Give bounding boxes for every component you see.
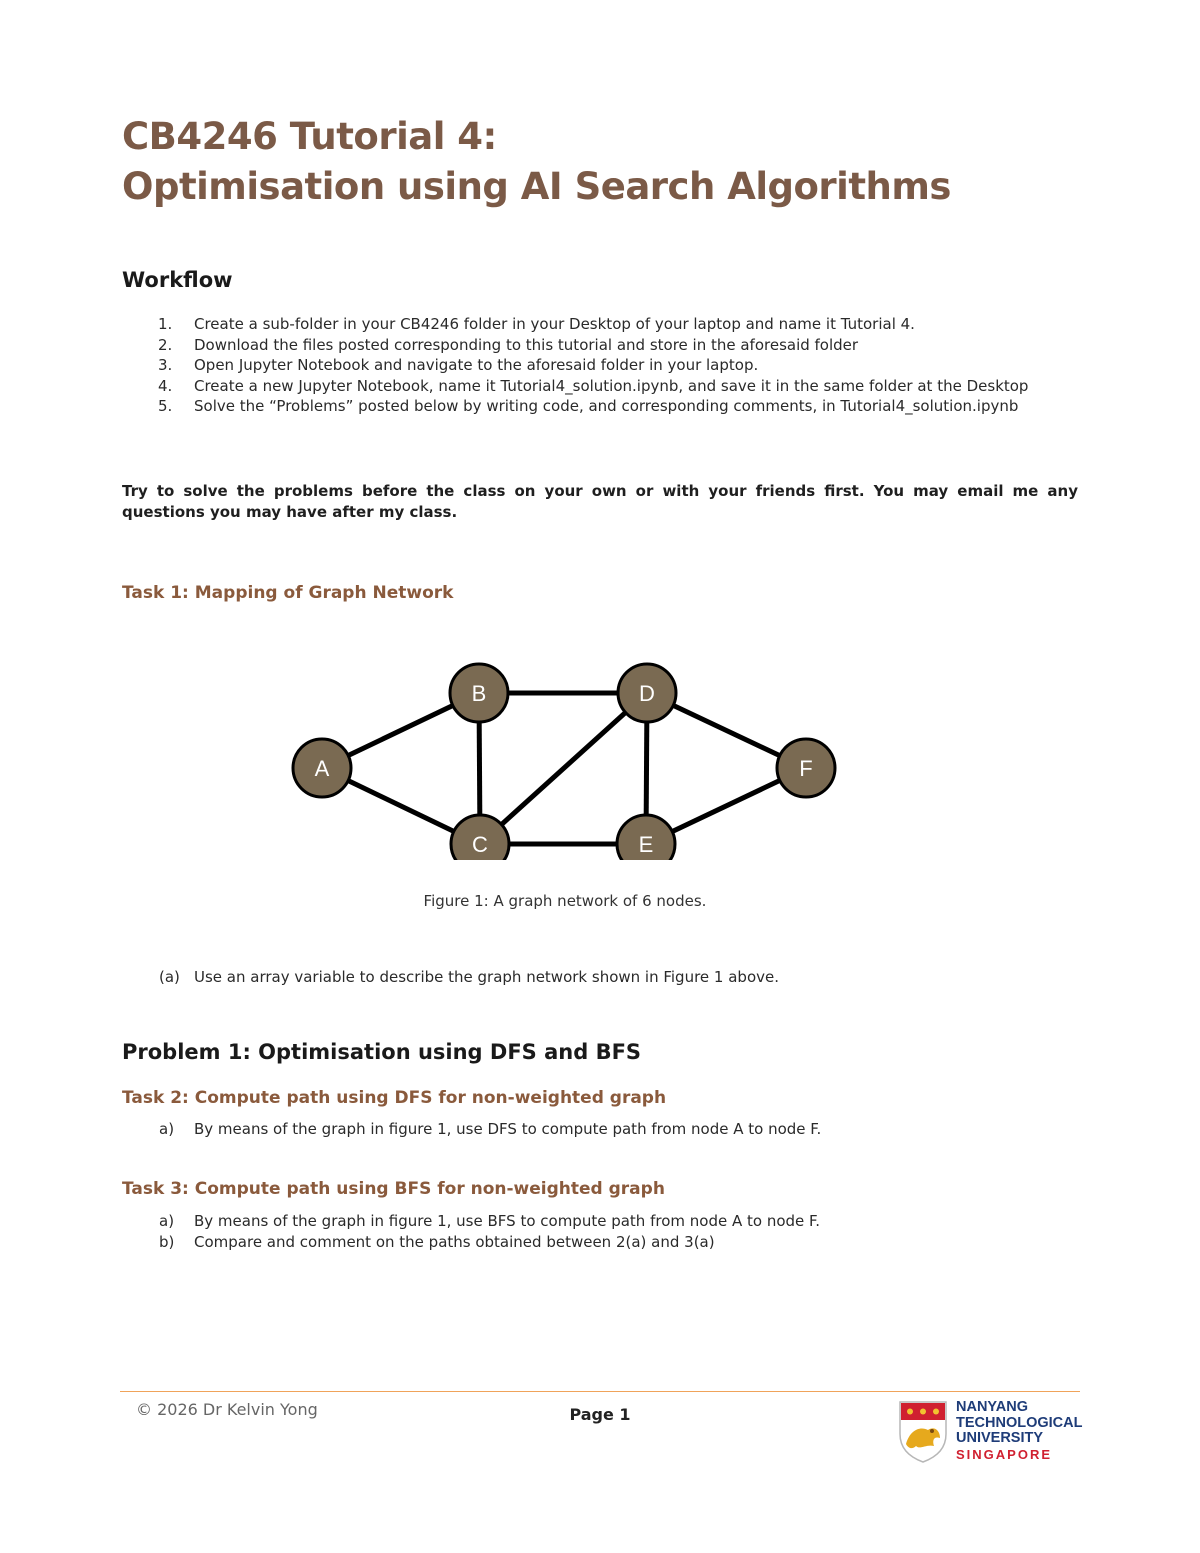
graph-node-label-A: A — [314, 756, 330, 781]
list-number: 1. — [158, 315, 173, 333]
graph-network-diagram — [280, 655, 850, 860]
graph-node-label-E: E — [638, 832, 654, 857]
graph-node-label-D: D — [639, 681, 655, 706]
workflow-list — [122, 314, 1078, 417]
task-2-heading: Task 2: Compute path using DFS for non-weighted graph — [122, 1088, 667, 1108]
graph-node-label-C: C — [472, 832, 488, 857]
logo-wordmark — [956, 1400, 1082, 1462]
document-title — [122, 112, 1082, 212]
task-1-heading: Task 1: Mapping of Graph Network — [122, 583, 454, 603]
list-item — [122, 314, 1078, 335]
crest-icon — [898, 1400, 948, 1464]
list-text: Create a new Jupyter Notebook, name it Tutorial4_solution.ipynb, and save it in the same folder at the Desktop — [194, 376, 1029, 395]
list-text: Create a sub-folder in your CB4246 folder in your Desktop of your laptop and name it Tutorial 4. — [194, 315, 915, 333]
list-number: 2. — [158, 335, 173, 354]
item-marker: a) — [159, 1120, 175, 1138]
footer-divider — [120, 1391, 1080, 1392]
list-item — [122, 396, 1078, 417]
logo-line: TECHNOLOGICAL — [956, 1414, 1083, 1431]
title-line-2: Optimisation using AI Search Algorithms — [122, 165, 951, 208]
logo-line: SINGAPORE — [956, 1446, 1053, 1462]
graph-edge-C-D — [480, 693, 647, 844]
item-text: By means of the graph in figure 1, use BFS to compute path from node A to node F. — [194, 1212, 821, 1230]
problem-1-heading: Problem 1: Optimisation using DFS and BFS — [122, 1040, 642, 1064]
list-item — [122, 355, 1078, 376]
graph-figure — [280, 655, 850, 860]
graph-node-label-B: B — [471, 681, 487, 706]
list-text: Open Jupyter Notebook and navigate to the aforesaid folder in your laptop. — [194, 356, 759, 374]
item-text: By means of the graph in figure 1, use DFS to compute path from node A to node F. — [194, 1120, 822, 1138]
list-text: Solve the “Problems” posted below by writing code, and corresponding comments, in Tutorial4_solution.ipynb — [194, 397, 1019, 415]
list-item — [122, 335, 1078, 356]
figure-caption: Figure 1: A graph network of 6 nodes. — [423, 892, 707, 910]
title-line-1: CB4246 Tutorial 4: — [122, 115, 497, 158]
item-text: Compare and comment on the paths obtained between 2(a) and 3(a) — [194, 1233, 715, 1251]
copyright-text: © 2026 Dr Kelvin Yong — [136, 1400, 318, 1419]
graph-node-label-F: F — [799, 756, 813, 781]
item-marker: b) — [159, 1233, 175, 1251]
list-item — [122, 376, 1078, 397]
list-number: 3. — [158, 356, 173, 374]
logo-line: UNIVERSITY — [956, 1430, 1044, 1446]
instruction-note: Try to solve the problems before the class on your own or with your friends first. You may email me any questions you may have after my class. — [122, 482, 1078, 521]
workflow-heading: Workflow — [122, 268, 233, 292]
university-logo — [898, 1399, 1083, 1464]
list-text: Download the files posted corresponding to this tutorial and store in the aforesaid folder — [194, 335, 859, 354]
item-text: Use an array variable to describe the graph network shown in Figure 1 above. — [194, 968, 779, 986]
item-marker: a) — [159, 1212, 175, 1230]
list-number: 4. — [158, 376, 173, 395]
task-3-heading: Task 3: Compute path using BFS for non-weighted graph — [122, 1179, 665, 1199]
item-marker: (a) — [159, 968, 180, 986]
logo-line: NANYANG — [956, 1399, 1028, 1415]
page-number: Page 1 — [569, 1405, 631, 1424]
list-number: 5. — [158, 397, 173, 415]
